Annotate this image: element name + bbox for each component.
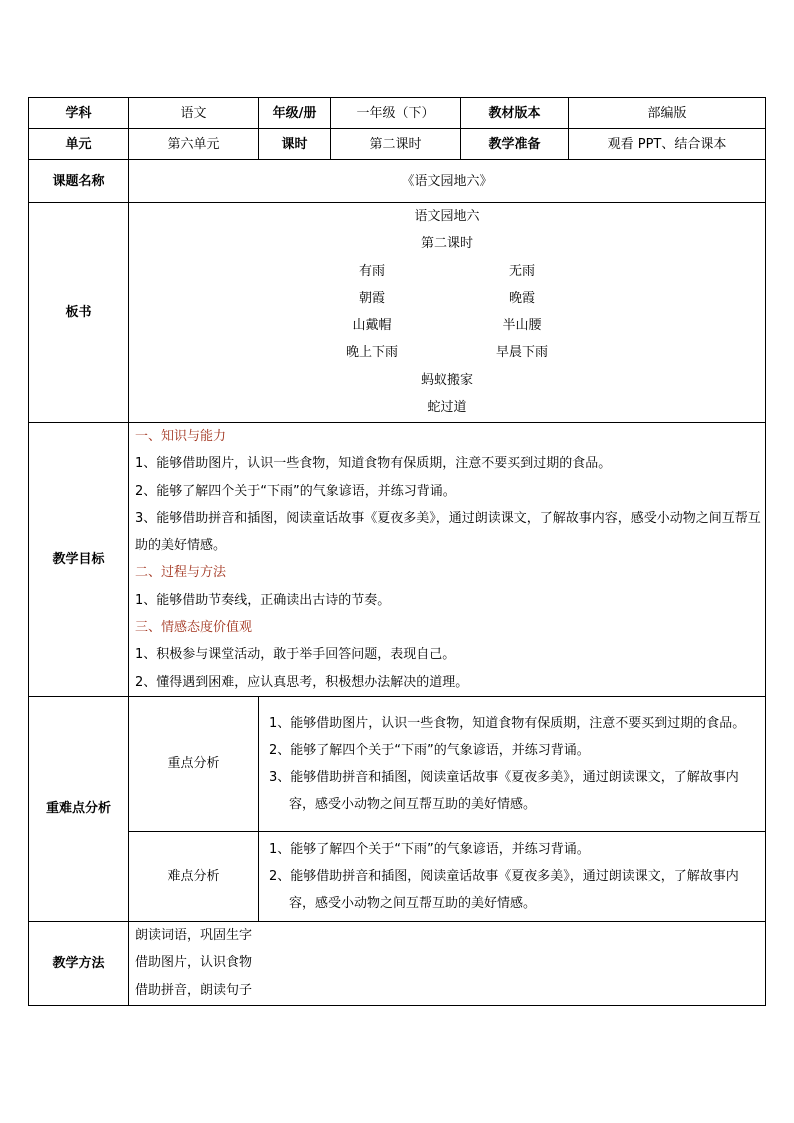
goal-item: 1、能够借助图片，认识一些食物，知道食物有保质期，注意不要买到过期的食品。 [135, 456, 612, 472]
edition-label: 教材版本 [461, 98, 569, 129]
board-pair-left: 有雨 [358, 263, 385, 279]
goal-item: 1、能够借助节奏线，正确读出古诗的节奏。 [135, 592, 391, 608]
prep-value: 观看 PPT、结合课本 [569, 129, 766, 160]
lesson-plan-table [28, 97, 766, 1006]
method-item: 借助图片，认识食物 [135, 955, 253, 971]
board-tail-line: 蛇过道 [427, 400, 467, 416]
subject-label: 学科 [29, 98, 129, 129]
method-item: 借助拼音，朗读句子 [135, 982, 253, 998]
goal-heading: 三、情感态度价值观 [135, 620, 253, 636]
methods-label: 教学方法 [29, 921, 129, 1005]
analysis-label: 重难点分析 [29, 696, 129, 921]
goals-label: 教学目标 [29, 423, 129, 697]
board-pair [129, 312, 765, 339]
goal-item: 1、积极参与课堂活动，敢于举手回答问题，表现自己。 [135, 647, 456, 663]
lesson-title: 《语文园地六》 [129, 160, 766, 203]
board-pair-right: 早晨下雨 [495, 345, 548, 361]
method-item: 朗读词语，巩固生字 [135, 927, 253, 943]
goal-heading: 二、过程与方法 [135, 565, 227, 581]
period-label: 课时 [259, 129, 331, 160]
board-title: 语文园地六 [414, 209, 480, 224]
subject-value: 语文 [129, 98, 259, 129]
key-point: 3、能够借助拼音和插图，阅读童话故事《夏夜多美》，通过朗读课文，了解故事内容，感受小动物之间互帮互助的美好情感。 [269, 769, 739, 812]
key-point: 1、能够借助图片，认识一些食物，知道食物有保质期，注意不要买到过期的食品。 [269, 715, 746, 731]
board-pair-right: 晚霞 [508, 290, 535, 306]
goals-content [129, 423, 766, 697]
key-analysis-label: 重点分析 [129, 696, 259, 831]
key-analysis-content [259, 696, 766, 831]
unit-value: 第六单元 [129, 129, 259, 160]
board-pair [129, 258, 765, 285]
difficult-analysis-label: 难点分析 [129, 831, 259, 921]
goal-item: 2、能够了解四个关于“下雨”的气象谚语，并练习背诵。 [135, 483, 456, 499]
difficult-point: 1、能够了解四个关于“下雨”的气象谚语，并练习背诵。 [269, 841, 590, 857]
goal-item: 2、懂得遇到困难，应认真思考，积极想办法解决的道理。 [135, 674, 469, 690]
key-point: 2、能够了解四个关于“下雨”的气象谚语，并练习背诵。 [269, 742, 590, 758]
board-period: 第二课时 [420, 236, 473, 252]
edition-value: 部编版 [569, 98, 766, 129]
methods-content [129, 921, 766, 1005]
lesson-title-label: 课题名称 [29, 160, 129, 203]
unit-label: 单元 [29, 129, 129, 160]
board-pair-left: 晚上下雨 [345, 345, 398, 361]
goal-item: 3、能够借助拼音和插图，阅读童话故事《夏夜多美》，通过朗读课文，了解故事内容，感受小动物之间互帮互助的美好情感。 [135, 510, 761, 554]
period-value: 第二课时 [331, 129, 461, 160]
board-pair-left: 山戴帽 [352, 318, 392, 334]
board-pair-left: 朝霞 [358, 290, 385, 306]
grade-label: 年级/册 [259, 98, 331, 129]
goal-heading: 一、知识与能力 [135, 429, 227, 444]
board-pair [129, 285, 765, 312]
board-pair-right: 半山腰 [502, 318, 542, 334]
board-pair [129, 339, 765, 366]
board-label: 板书 [29, 203, 129, 423]
difficult-analysis-content [259, 831, 766, 921]
board-tail-line: 蚂蚁搬家 [420, 372, 473, 388]
board-pair-right: 无雨 [508, 263, 535, 279]
difficult-point: 2、能够借助拼音和插图，阅读童话故事《夏夜多美》，通过朗读课文，了解故事内容，感受小动物之间互帮互助的美好情感。 [269, 868, 739, 911]
board-content [129, 203, 766, 423]
grade-value: 一年级（下） [331, 98, 461, 129]
prep-label: 教学准备 [461, 129, 569, 160]
